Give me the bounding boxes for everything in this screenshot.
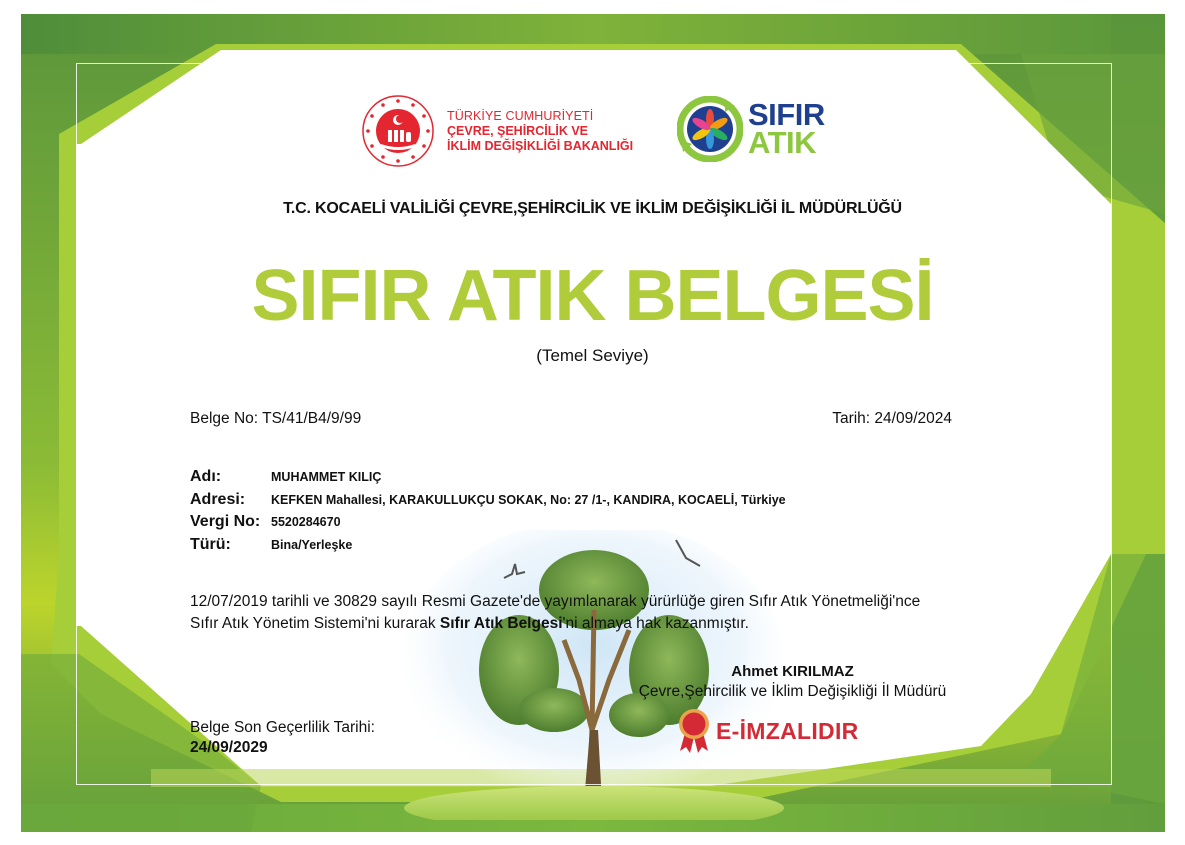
logo-word-sifir: SIFIR [748, 97, 825, 132]
statement-text: 12/07/2019 tarihli ve 30829 sayılı Resmi Gazete'de yayımlanarak yürürlüğe giren Sıfır Atık Yönetmeliği'nce Sıfır Atık Yönetim Sistemi'ni kurarak [190, 593, 921, 632]
ministry-line-2: ÇEVRE, ŞEHİRCİLİK VE [447, 123, 588, 138]
e-signature-label: E-İMZALIDIR [716, 717, 859, 744]
holder-label: Vergi No: [190, 513, 261, 530]
holder-row-tax-no [190, 513, 786, 536]
issuer-heading: T.C. KOCAELİ VALİLİĞİ ÇEVRE,ŞEHİRCİLİK VE İKLİM DEĞİŞİKLİĞİ İL MÜDÜRLÜĞÜ [283, 200, 902, 217]
holder-row-name [190, 468, 786, 491]
holder-row-type [190, 536, 786, 559]
certificate-title: SIFIR ATIK BELGESİ [251, 256, 934, 336]
holder-value: 5520284670 [271, 515, 341, 529]
signer-block [600, 663, 985, 701]
ministry-line-1: TÜRKİYE CUMHURİYETİ [447, 108, 594, 123]
e-signature-badge [676, 707, 859, 755]
logo-word-atik: ATIK [748, 125, 817, 160]
expiry-label: Belge Son Geçerlilik Tarihi: [190, 719, 375, 736]
statement-bold: Sıfır Atık Belgesi [439, 615, 563, 632]
sifir-atik-logo [677, 96, 825, 162]
ministry-line-3: İKLİM DEĞİŞİKLİĞİ BAKANLIĞI [447, 138, 634, 153]
holder-value: Bina/Yerleşke [271, 537, 353, 552]
statement-text-end: 'ni almaya hak kazanmıştır. [562, 615, 749, 632]
recycle-flower-icon [677, 96, 743, 162]
certification-statement [190, 591, 950, 635]
signer-name: Ahmet KIRILMAZ [731, 663, 854, 680]
expiry-date: 24/09/2029 [190, 739, 268, 756]
holder-label: Adresi: [190, 490, 246, 508]
holder-label: Türü: [190, 535, 231, 553]
issue-date: Tarih: 24/09/2024 [832, 410, 952, 427]
holder-row-address [190, 491, 786, 514]
award-rosette-icon [676, 707, 712, 755]
ministry-emblem-icon [361, 94, 435, 168]
ministry-logo [361, 94, 633, 168]
holder-label: Adı: [190, 468, 222, 485]
certificate-level: (Temel Seviye) [536, 346, 649, 365]
document-number: Belge No: TS/41/B4/9/99 [190, 410, 362, 427]
signer-title: Çevre,Şehircilik ve İklim Değişikliği İl Müdürü [638, 683, 947, 700]
holder-value: MUHAMMET KILIÇ [271, 470, 382, 484]
holder-info [190, 468, 786, 558]
holder-value: KEFKEN Mahallesi, KARAKULLUKÇU SOKAK, No: 27 /1-, KANDIRA, KOCAELİ, Türkiye [271, 492, 786, 507]
expiry-block [190, 719, 375, 757]
